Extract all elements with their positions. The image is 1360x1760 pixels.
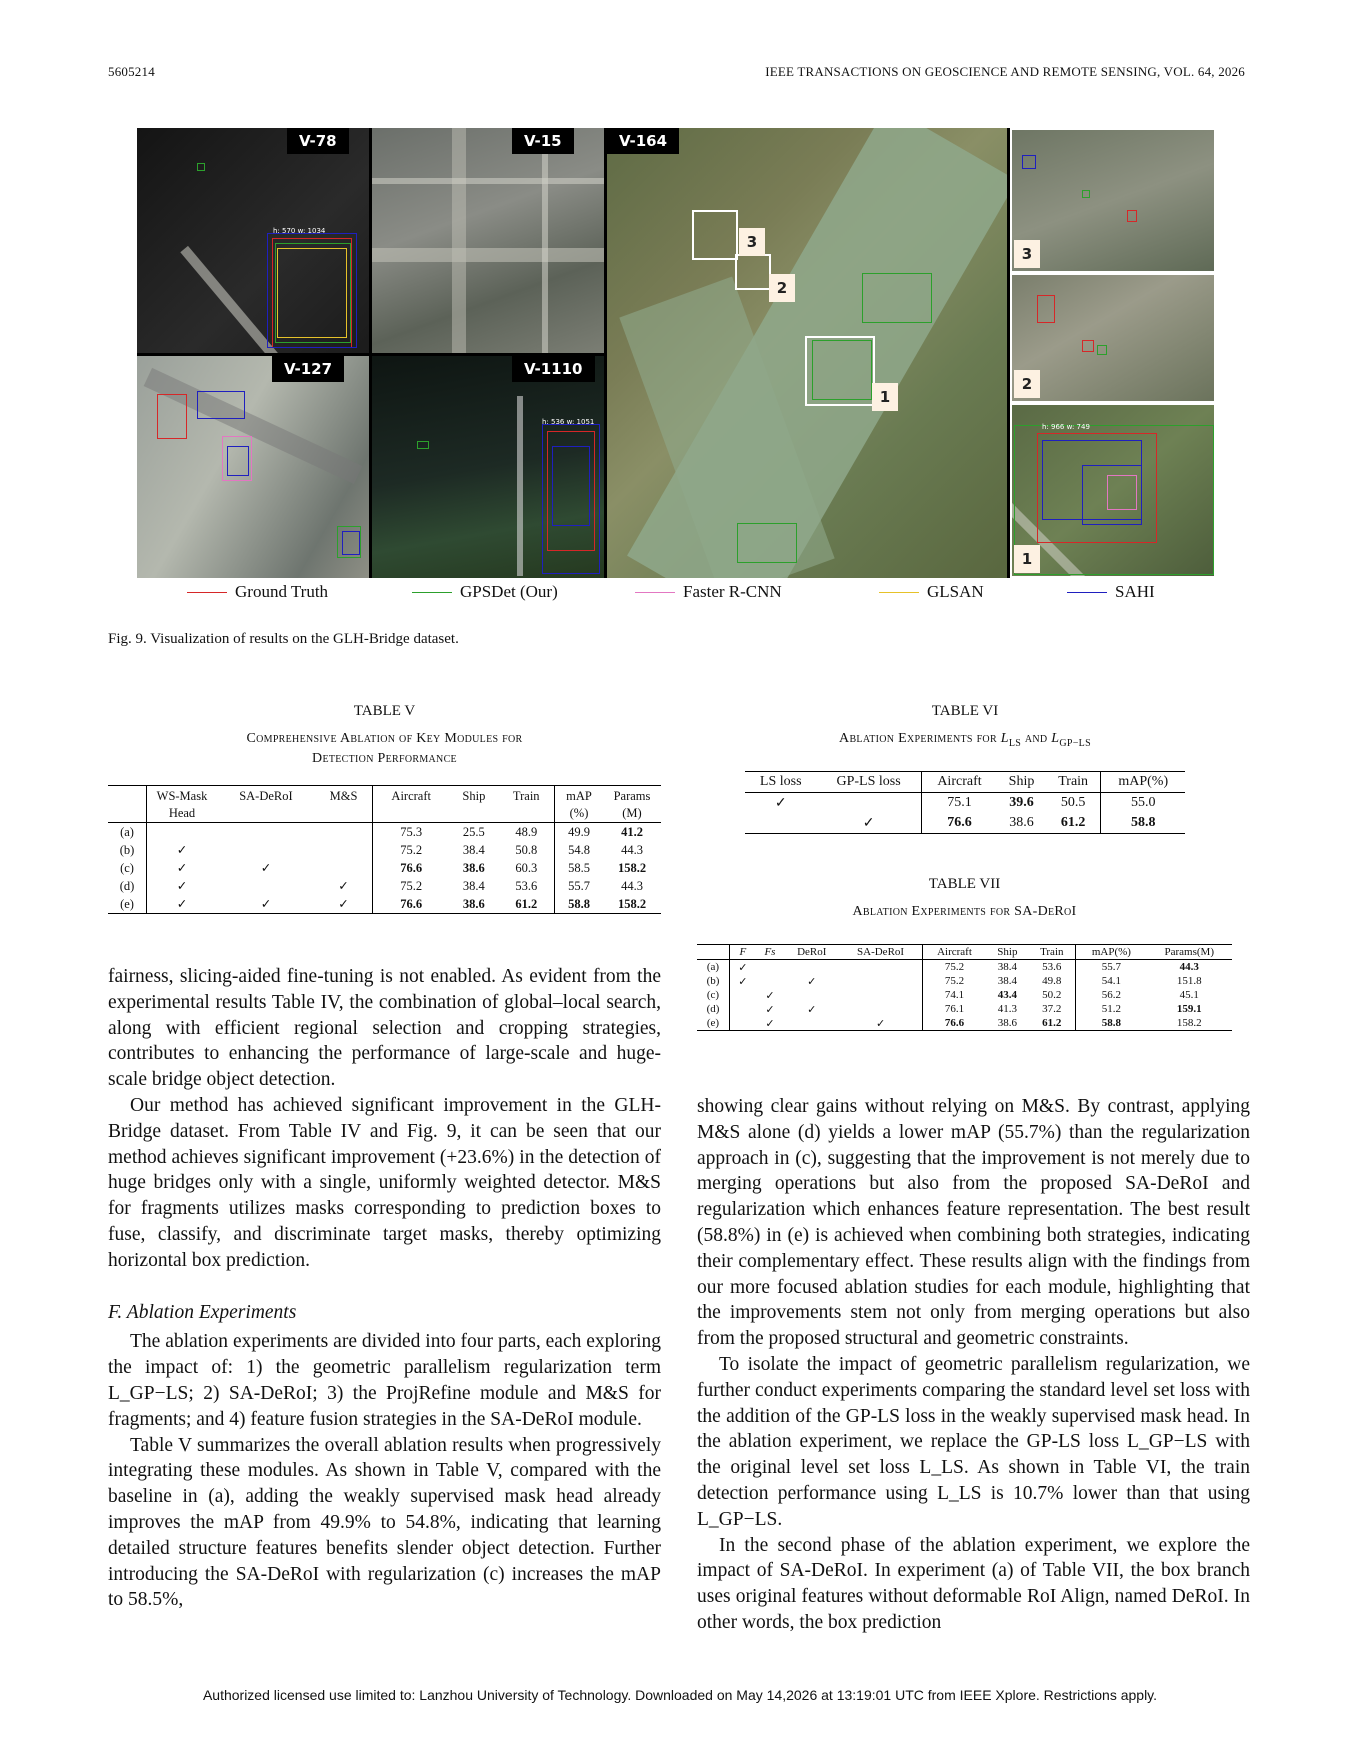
table-row [108, 823, 661, 842]
table-header: Aircraft [922, 945, 986, 960]
table5-subtitle-1: Comprehensive Ablation of Key Modules for [246, 731, 523, 746]
table-cell: 76.6 [373, 895, 450, 914]
table-header: mAP (%) [555, 786, 604, 823]
table-header: Train [512, 789, 540, 803]
table-cell: 41.3 [997, 1003, 1017, 1015]
table-header: Train [1058, 774, 1089, 789]
table-cell [840, 1002, 923, 1016]
paragraph: Our method has achieved significant improvement in the GLH-Bridge dataset. From Table IV and Fig. 9, it can be seen that our method achieves significant improvement (+23.6%) in the detection of huge bridges only with a single, uniformly weighted detector. M&S for fragments utilizes masks corresponding to prediction boxes to fuse, classify, and discriminate target masks, thereby optimizing horizontal box prediction. [108, 1094, 661, 1271]
table-row [697, 1002, 1232, 1016]
table-cell [217, 877, 315, 895]
table6-subtitle: Ablation Experiments for $L_{LS}$ and $L_{GP-LS}$ [839, 731, 1091, 749]
journal-header: IEEE TRANSACTIONS ON GEOSCIENCE AND REMOTE SENSING, VOL. 64, 2026 [765, 64, 1245, 79]
zoom-tag: 2 [1014, 370, 1040, 398]
panel-v1110 [372, 356, 604, 578]
table-row [697, 988, 1232, 1002]
table-cell: 159.1 [1176, 1003, 1202, 1015]
table-cell [315, 823, 373, 842]
table-header: Ship [1008, 774, 1035, 789]
table-cell: ✓ [338, 879, 349, 893]
table-row [108, 841, 661, 859]
table-header: DeRoI [797, 946, 827, 958]
table-header: Fs [764, 946, 776, 958]
paragraph: The ablation experiments are divided into four parts, each exploring the impact of: 1) the geometric parallelism regularization term L_GP−LS; 2) SA-DeRoI; 3) the ProjRefine module and M&S for fragments; and 4) feature fusion strategies in the SA-DeRoI module. [108, 1331, 661, 1430]
table-cell [315, 859, 373, 877]
table-row [697, 1016, 1232, 1031]
table-cell [756, 974, 784, 988]
table-cell: ✓ [807, 1003, 817, 1016]
table-row [697, 960, 1232, 975]
table-cell: 61.2 [1060, 815, 1086, 830]
table-header: SA-DeRoI [857, 946, 905, 958]
table-cell [840, 960, 923, 975]
table6-title: TABLE VI [931, 703, 999, 719]
table-header: Params(M) [1164, 946, 1214, 958]
table-cell [730, 1016, 756, 1031]
table-header [108, 786, 147, 823]
table-cell: 75.2 [373, 841, 450, 859]
legend-label: SAHI [1115, 582, 1155, 601]
table-header: SA-DeRoI [239, 789, 293, 803]
table-cell: 54.1 [1076, 974, 1147, 988]
paragraph: showing clear gains without relying on M&S. By contrast, applying M&S alone (d) yields a lower mAP (55.7%) than the regularization approach in (c), suggesting that the improvement is not merely due to merging operations but also from the proposed SA-DeRoI and regularization which enhances feature representation. The best result (58.8%) in (e) is achieved when combining both strategies, indicating their complementary effect. These results align with the findings from our more focused ablation studies for each module, highlighting that the improvements stem not only from merging operations but also from the proposed structural and geometric constraints. [697, 1096, 1250, 1350]
figure-legend [137, 582, 1216, 604]
table-row [108, 859, 661, 877]
table-cell: 38.4 [997, 961, 1017, 973]
legend-glsan [879, 582, 984, 602]
table-cell [840, 988, 923, 1002]
table-cell: 56.2 [1076, 988, 1147, 1002]
zoom-inset-1 [1010, 403, 1216, 578]
table-cell: 48.9 [515, 824, 538, 839]
table-cell: ✓ [338, 897, 349, 911]
legend-ground-truth [187, 582, 328, 602]
panel-v127 [137, 356, 369, 578]
table-cell: 55.7 [555, 877, 604, 895]
table-cell: (a) [706, 961, 720, 973]
paragraph: fairness, slicing-aided fine-tuning is not enabled. As evident from the experimental results Table IV, the combination of global–local search, along with efficient regional selection and cropping strategies, contributes to enhancing the performance of large-scale and huge-scale bridge object detection. [108, 966, 661, 1091]
zoom-inset-2 [1010, 273, 1216, 403]
table-cell: (d) [119, 878, 135, 893]
license-footer: Authorized licensed use limited to: Lanzhou University of Technology. Downloaded on May 14,2026 at 13:19:01 UTC from IEEE Xplore. Restrictions apply. [202, 1687, 1158, 1703]
panel-v15 [372, 128, 604, 353]
legend-swatch [1067, 592, 1107, 593]
table-cell: 38.4 [462, 842, 485, 857]
table-cell: 38.4 [997, 975, 1017, 987]
paragraph: Table V summarizes the overall ablation results when progressively integrating these modules. As shown in Table V, compared with the baseline in (a), adding the weakly supervised mask head already improves the mAP from 49.9% to 54.8%, indicating that learning detailed structure features benefits slender object detection. Further introducing the SA-DeRoI with regularization (c) increases the mAP to 58.5%, [108, 1434, 661, 1611]
table-cell [816, 793, 921, 814]
legend-label: Ground Truth [235, 582, 329, 601]
legend-gpsdet [412, 582, 558, 602]
table-cell: 75.1 [921, 793, 997, 814]
table7-title: TABLE VII [928, 876, 1001, 892]
table-cell: 158.2 [1176, 1017, 1202, 1029]
table-cell: (b) [706, 975, 720, 987]
panel-label: V-1110 [512, 356, 595, 382]
table-header: Aircraft [921, 772, 997, 793]
table-6 [745, 771, 1185, 834]
table-cell: 58.8 [555, 895, 604, 914]
table-cell [756, 960, 784, 975]
table5-subtitle-2: Detection Performance [312, 751, 457, 766]
table-cell: 38.4 [462, 878, 485, 893]
panel-label: V-164 [607, 128, 679, 154]
table-cell: 61.2 [1042, 1017, 1062, 1029]
panel-v78 [137, 128, 369, 353]
table5-title: TABLE V [353, 703, 416, 719]
table-cell: ✓ [765, 1003, 775, 1016]
table-cell: 55.0 [1101, 793, 1185, 814]
table-cell: ✓ [765, 1017, 775, 1030]
table-header: WS-Mask Head [147, 786, 218, 823]
table-cell: 75.2 [373, 877, 450, 895]
paragraph: In the second phase of the ablation experiment, we explore the impact of SA-DeRoI. In experiment (a) of Table VII, the box branch uses original features without deformable RoI Align, named DeRoI. In other words, the box prediction [697, 1534, 1250, 1633]
table-row [108, 877, 661, 895]
page-number: 5605214 [108, 64, 155, 79]
table-cell: (c) [706, 989, 720, 1001]
table-cell: 49.9 [555, 823, 604, 842]
panel-label: V-78 [287, 128, 349, 154]
table-cell: 55.7 [1076, 960, 1147, 975]
table-header: F [730, 945, 756, 960]
table-cell: 58.8 [1076, 1016, 1147, 1031]
table-header: Train [1040, 946, 1064, 958]
table-cell: ✓ [875, 1017, 886, 1030]
table-cell: 44.3 [621, 842, 643, 857]
table-cell: 38.6 [1009, 815, 1034, 830]
table-cell: 38.6 [997, 1017, 1017, 1029]
table-row [108, 895, 661, 914]
table-cell: 38.6 [462, 896, 485, 911]
legend-label: GLSAN [927, 582, 984, 601]
table-header: LS loss [759, 774, 802, 789]
table-cell: 39.6 [1009, 795, 1034, 810]
table-cell: 75.3 [373, 823, 450, 842]
table-cell: 49.8 [1042, 975, 1062, 987]
table-cell [315, 841, 373, 859]
overlay-text-2: h: 536 w: 1051 [542, 418, 595, 426]
table-header: Params (M) [613, 789, 651, 820]
table-cell [730, 1002, 756, 1016]
table-cell: ✓ [765, 989, 775, 1002]
table-cell [840, 974, 923, 988]
table-cell: 76.6 [921, 813, 997, 834]
table-header: M&S [329, 789, 358, 803]
table-cell [730, 988, 756, 1002]
figure-caption: Fig. 9. Visualization of results on the GLH-Bridge dataset. [108, 631, 459, 647]
legend-swatch [635, 592, 675, 593]
table-cell [147, 823, 218, 842]
table-cell: 37.2 [1042, 1003, 1062, 1015]
table-cell: 50.8 [515, 842, 538, 857]
table-cell: 151.8 [1176, 975, 1202, 987]
zoom-tag: 1 [1014, 545, 1040, 573]
table-header: GP-LS loss [836, 774, 901, 789]
table-cell [217, 841, 315, 859]
table-cell: 58.8 [1101, 813, 1185, 834]
panel-label: V-127 [272, 356, 344, 382]
table-cell: 61.2 [515, 896, 538, 911]
table-row [745, 813, 1185, 834]
table-header: Ship [997, 946, 1018, 958]
table-cell: 76.1 [922, 1002, 986, 1016]
paragraph: To isolate the impact of geometric parallelism regularization, we further conduct experiments comparing the standard level set loss with the addition of the GP-LS loss in the weakly supervised mask head. In the ablation experiment, we replace the GP-LS loss L_GP−LS with the original level set loss L_LS. As shown in Table VI, the train detection performance using L_LS is 10.7% lower than that using L_GP−LS. [697, 1353, 1250, 1530]
table-cell: 74.1 [922, 988, 986, 1002]
table-cell: ✓ [147, 877, 218, 895]
table-cell: 44.3 [1179, 961, 1199, 973]
table-cell: 45.1 [1179, 989, 1199, 1001]
table-cell: ✓ [730, 960, 756, 975]
legend-label: Faster R-CNN [683, 582, 782, 601]
table-cell: (c) [120, 860, 134, 875]
table-cell: (b) [119, 842, 135, 857]
zoom-tag: 3 [739, 228, 765, 256]
table-cell: ✓ [147, 895, 218, 914]
table-cell: 60.3 [515, 860, 538, 875]
table-cell: (e) [120, 896, 134, 911]
panel-v164 [607, 128, 1007, 578]
table-cell: ✓ [260, 861, 272, 875]
table-header: Ship [462, 789, 486, 803]
legend-swatch [879, 592, 919, 593]
table-row [745, 793, 1185, 814]
table-5 [108, 785, 661, 914]
table-cell: 75.2 [922, 960, 986, 975]
zoom-tag: 2 [769, 274, 795, 302]
table-cell [745, 813, 816, 834]
table-cell: 158.2 [617, 860, 647, 875]
table-cell: 53.6 [1042, 961, 1062, 973]
table-cell: ✓ [807, 975, 817, 988]
table-7 [697, 944, 1232, 1031]
table-cell: 25.5 [462, 824, 485, 839]
table-cell: (e) [706, 1017, 720, 1029]
section-heading: F. Ablation Experiments [108, 1301, 297, 1323]
table-header: Aircraft [373, 786, 450, 823]
zoom-inset-3 [1010, 128, 1216, 273]
left-column [108, 964, 661, 1613]
legend-label: GPSDet (Our) [460, 582, 558, 601]
table-cell [217, 823, 315, 842]
table-cell: ✓ [774, 795, 787, 811]
table7-subtitle: Ablation Experiments for SA-DeRoI [852, 904, 1077, 919]
table-cell: 158.2 [617, 896, 647, 911]
overlay-text-1: h: 570 w: 1034 [273, 227, 326, 235]
table-cell: 51.2 [1076, 1002, 1147, 1016]
table-cell: ✓ [730, 974, 756, 988]
table-cell: 75.2 [922, 974, 986, 988]
table-cell [784, 988, 839, 1002]
table-cell: 44.3 [621, 878, 643, 893]
table-cell: 58.5 [555, 859, 604, 877]
table-cell: 50.2 [1042, 989, 1062, 1001]
legend-swatch [412, 592, 452, 593]
table-header [697, 945, 730, 960]
table-cell: (d) [706, 1003, 720, 1015]
table-row [697, 974, 1232, 988]
legend-swatch [187, 592, 227, 593]
legend-faster-rcnn [635, 582, 782, 602]
table-cell: ✓ [147, 841, 218, 859]
table-cell: 76.6 [373, 859, 450, 877]
zoom-tag: 1 [872, 383, 898, 411]
table-cell: (a) [120, 824, 134, 839]
table-cell: 50.5 [1060, 795, 1086, 810]
panel-label: V-15 [512, 128, 574, 154]
table-cell: 54.8 [555, 841, 604, 859]
table-cell: 41.2 [621, 824, 643, 839]
table-cell: 38.6 [462, 860, 485, 875]
table-cell: 43.4 [997, 989, 1017, 1001]
table-cell: 53.6 [515, 878, 538, 893]
table-cell: ✓ [862, 815, 875, 831]
zoom-tag: 3 [1014, 240, 1040, 268]
legend-sahi [1067, 582, 1155, 602]
table-cell: ✓ [147, 859, 218, 877]
overlay-text-3: h: 966 w: 749 [1042, 423, 1090, 431]
right-column [697, 1094, 1250, 1636]
table-cell [784, 960, 839, 975]
table-cell [784, 1016, 839, 1031]
table-header: mAP(%) [1101, 772, 1185, 793]
table-header: mAP(%) [1076, 945, 1147, 960]
table-cell: ✓ [260, 897, 272, 911]
table-cell: 76.6 [922, 1016, 986, 1031]
figure-9 [137, 128, 1216, 578]
